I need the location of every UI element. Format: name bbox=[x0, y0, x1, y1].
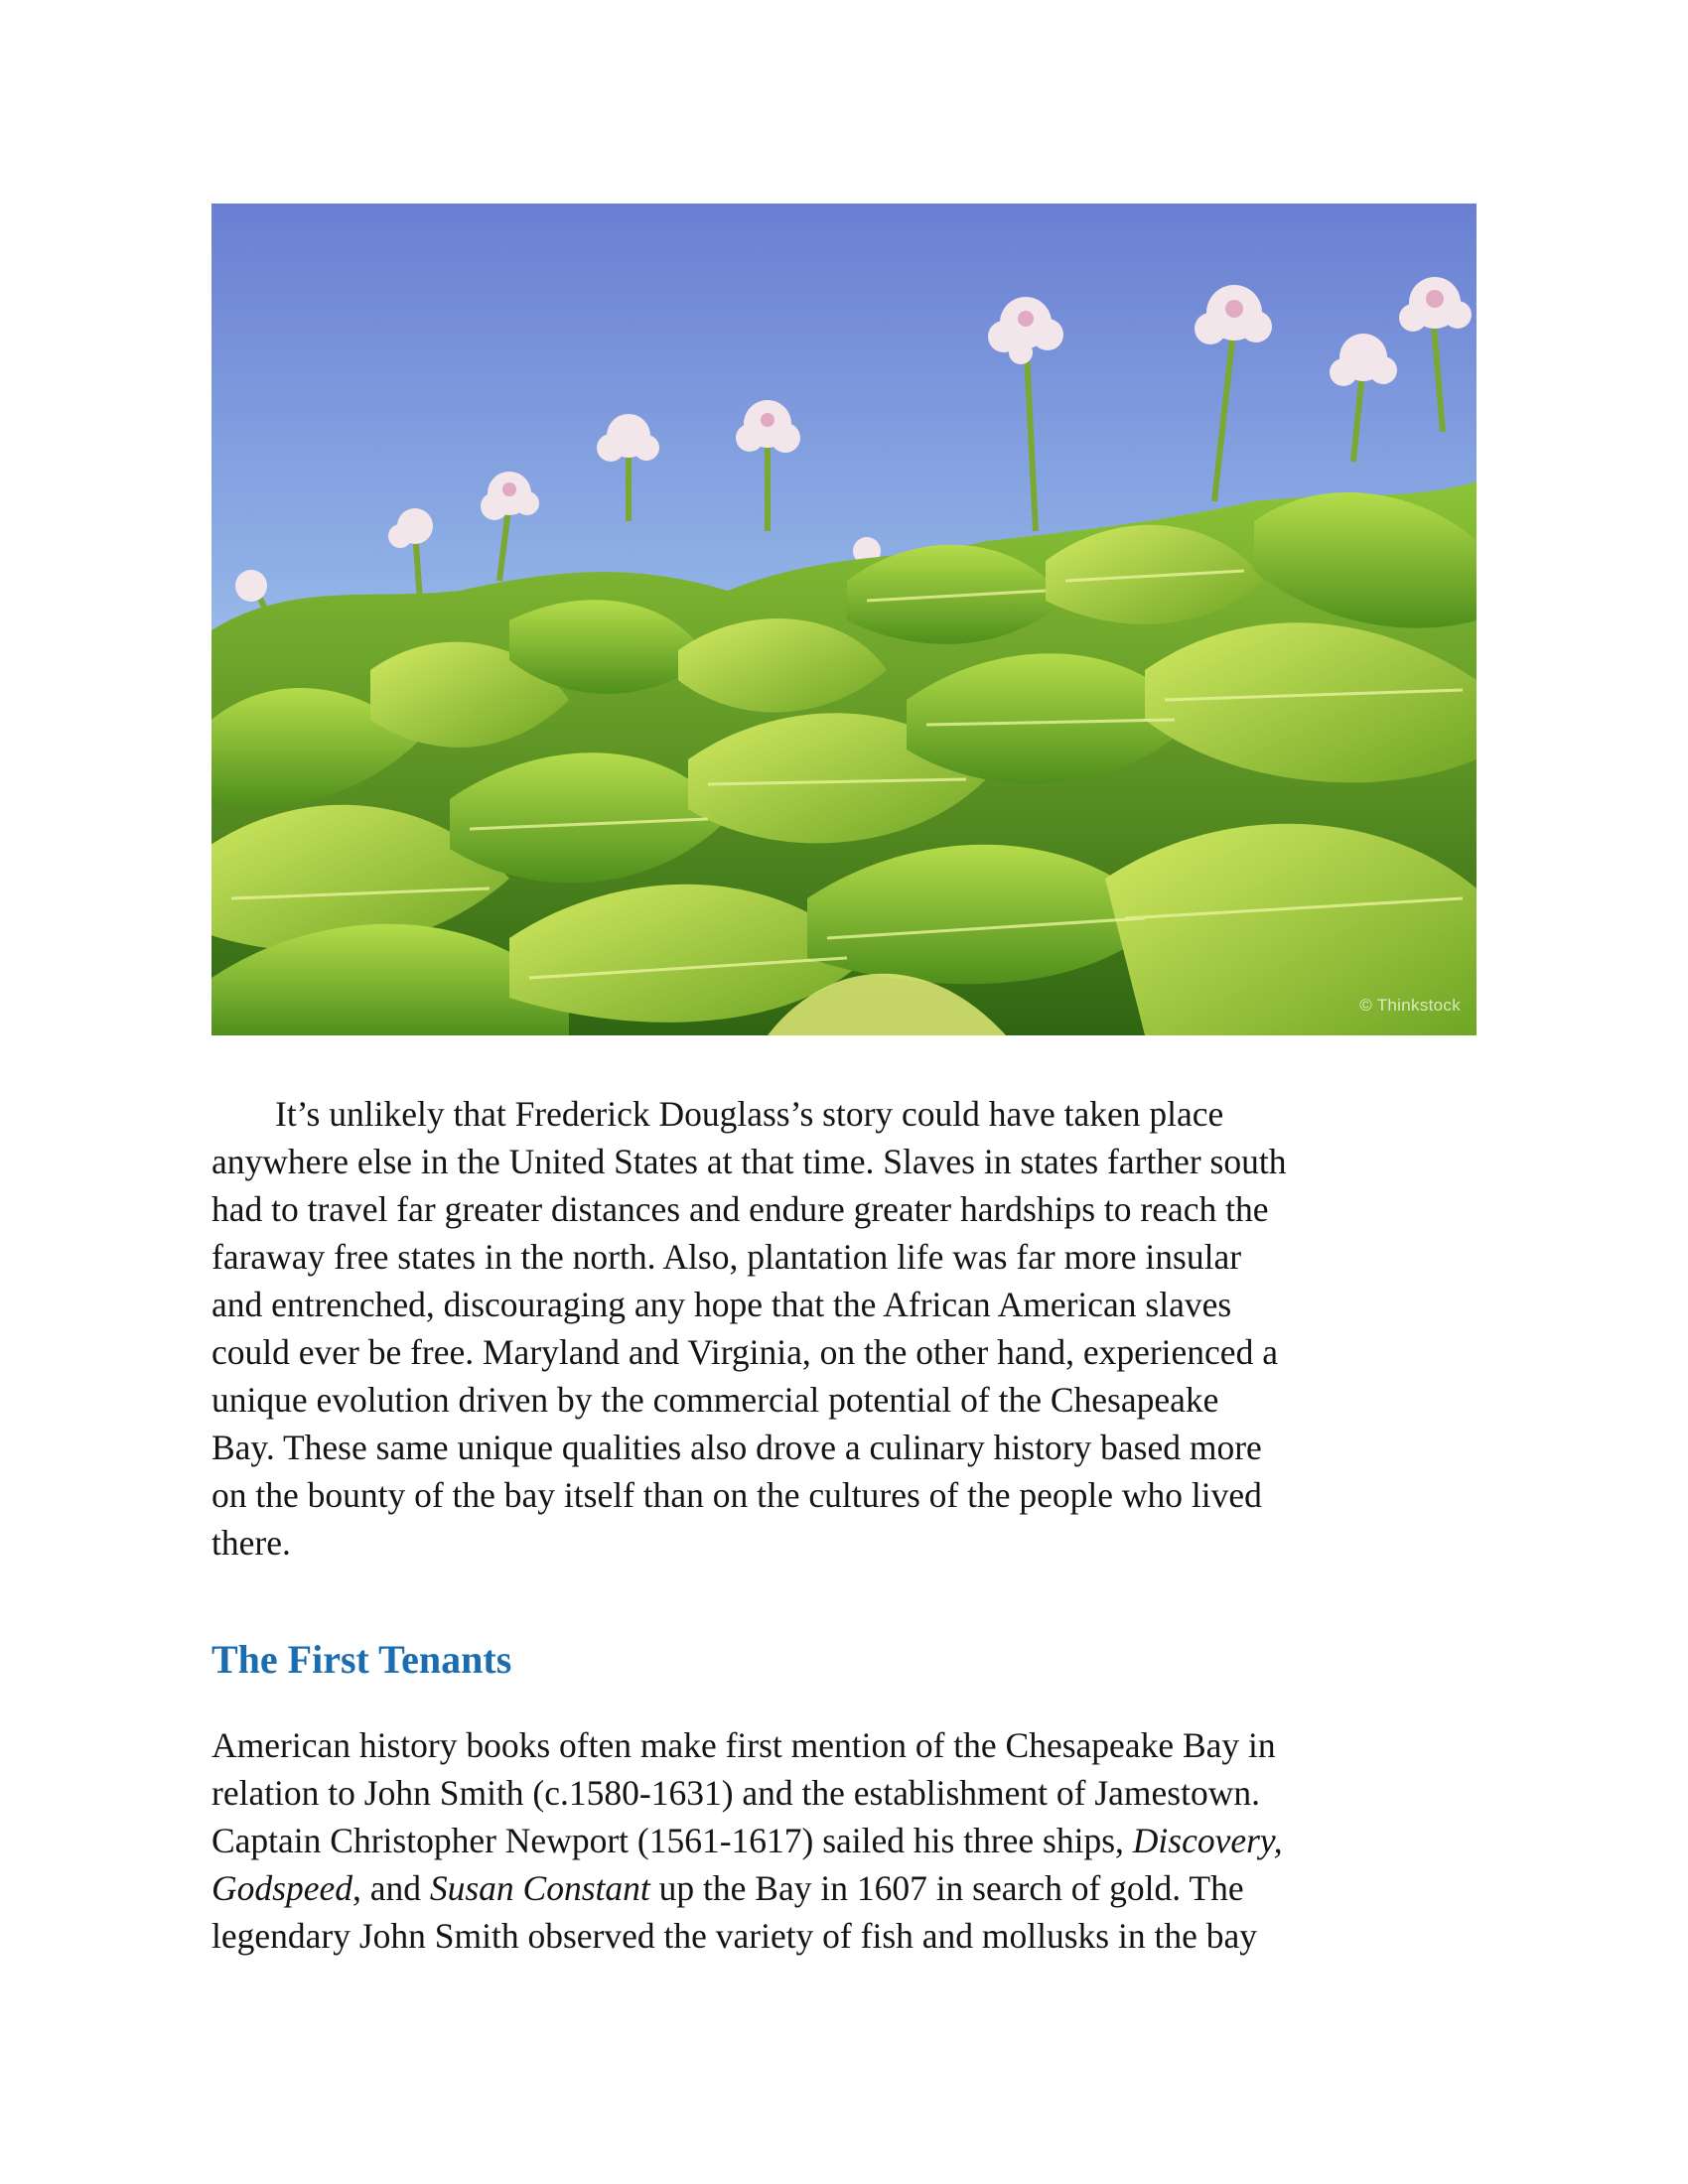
ship-name: Discovery, bbox=[1132, 1821, 1283, 1860]
tobacco-plants-illustration bbox=[211, 204, 1477, 1035]
paragraph-line: unique evolution driven by the commercial potential of the Chesapeake bbox=[211, 1380, 1219, 1420]
paragraph-line: American history books often make first mention of the Chesapeake Bay in bbox=[211, 1725, 1276, 1765]
paragraph-line: and entrenched, discouraging any hope that the African American slaves bbox=[211, 1285, 1232, 1324]
intro-paragraph bbox=[211, 1090, 1502, 1567]
paragraph-line: could ever be free. Maryland and Virginia, on the other hand, experienced a bbox=[211, 1332, 1278, 1372]
paragraph-line bbox=[211, 1817, 1502, 1864]
text-run: , and bbox=[352, 1868, 430, 1908]
ship-name: Godspeed bbox=[211, 1868, 352, 1908]
paragraph-line bbox=[211, 1864, 1502, 1912]
paragraph-line: It’s unlikely that Frederick Douglass’s story could have taken place bbox=[275, 1094, 1224, 1134]
paragraph-line: on the bounty of the bay itself than on the cultures of the people who lived bbox=[211, 1475, 1262, 1515]
text-run: up the Bay in 1607 in search of gold. The bbox=[649, 1868, 1244, 1908]
paragraph-line: legendary John Smith observed the variety of fish and mollusks in the bay bbox=[211, 1916, 1257, 1956]
paragraph-line: faraway free states in the north. Also, plantation life was far more insular bbox=[211, 1237, 1242, 1277]
ship-name: Susan Constant bbox=[429, 1868, 650, 1908]
paragraph-line: Bay. These same unique qualities also drove a culinary history based more bbox=[211, 1428, 1262, 1467]
paragraph-line: relation to John Smith (c.1580-1631) and the establishment of Jamestown. bbox=[211, 1773, 1260, 1813]
paragraph-line: anywhere else in the United States at that time. Slaves in states farther south bbox=[211, 1142, 1287, 1181]
text-run: Captain Christopher Newport (1561-1617) sailed his three ships, bbox=[211, 1821, 1133, 1860]
photo-credit: © Thinkstock bbox=[1359, 996, 1461, 1015]
first-tenants-paragraph bbox=[211, 1721, 1502, 1960]
paragraph-line: had to travel far greater distances and endure greater hardships to reach the bbox=[211, 1189, 1269, 1229]
paragraph-line: there. bbox=[211, 1523, 291, 1563]
section-heading: The First Tenants bbox=[211, 1637, 512, 1682]
tobacco-field-photo bbox=[211, 204, 1477, 1035]
